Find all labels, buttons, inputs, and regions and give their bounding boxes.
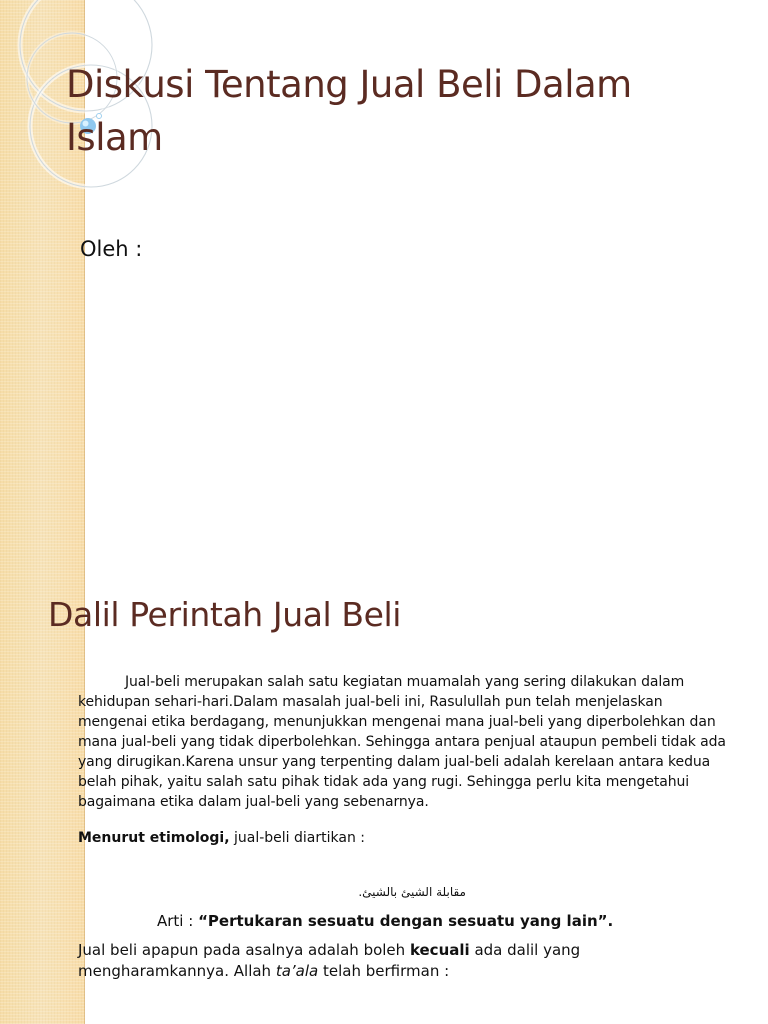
author-label: Oleh : bbox=[80, 237, 143, 261]
closing-text-start: Jual beli apapun pada asalnya adalah boleh bbox=[78, 941, 410, 959]
intro-paragraph: Jual-beli merupakan salah satu kegiatan muamalah yang sering dilakukan dalam kehidupan sehari-hari.Dalam masalah jual-beli ini, Rasulullah pun telah menjelaskan mengenai etika berdagang, menunjukkan mengenai mana jual-beli yang diperbolehkan dan mana jual-beli yang tidak diperbolehkan. Sehingga antara penjual ataupun pembeli tidak ada yang dirugikan.Karena unsur yang terpenting dalam jual-beli adalah kerelaan antara kedua belah pihak, yaitu salah satu pihak tidak ada yang rugi. Sehingga perlu kita mengetahui bagaimana etika dalam jual-beli yang sebenarnya. bbox=[78, 674, 726, 810]
translation-text: “Pertukaran sesuatu dengan sesuatu yang lain”. bbox=[198, 912, 614, 930]
slide-dalil bbox=[0, 577, 768, 1024]
etymology-label: Menurut etimologi, bbox=[78, 830, 230, 846]
arabic-phrase: مقابلة الشيئ بالشيئ. bbox=[358, 885, 466, 899]
translation-line bbox=[78, 911, 728, 932]
etymology-line bbox=[78, 828, 728, 848]
left-decorative-band bbox=[0, 577, 85, 1024]
closing-italic: ta’ala bbox=[275, 962, 319, 980]
closing-text-middle: ada dalil yang mengharamkannya. Allah bbox=[78, 941, 581, 980]
closing-emphasis: kecuali bbox=[409, 941, 470, 959]
slide-body bbox=[78, 672, 728, 982]
main-title: Diskusi Tentang Jual Beli Dalam Islam bbox=[66, 63, 632, 159]
closing-text-end: telah berfirman : bbox=[318, 962, 450, 980]
section-title: Dalil Perintah Jual Beli bbox=[48, 595, 402, 634]
closing-paragraph bbox=[78, 940, 728, 982]
etymology-text: jual-beli diartikan : bbox=[229, 830, 365, 846]
translation-label: Arti : bbox=[157, 912, 199, 930]
